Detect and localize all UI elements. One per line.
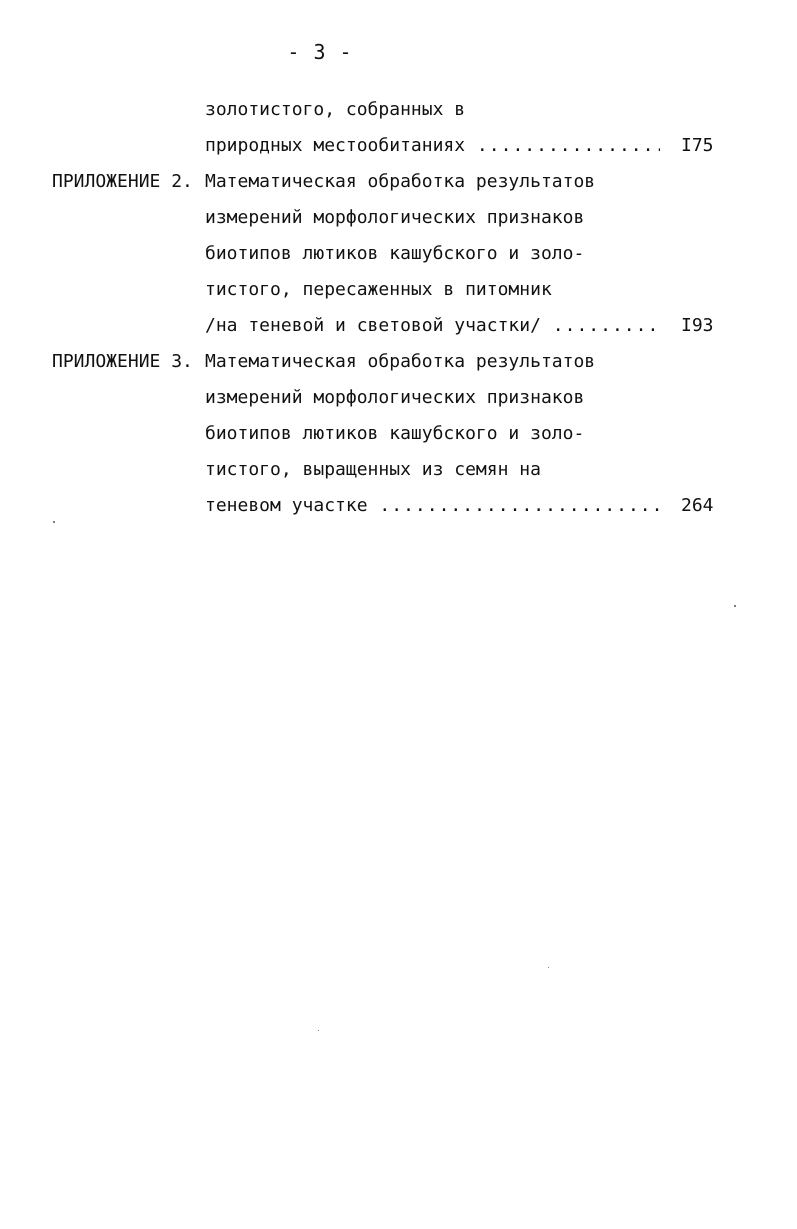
entry-text: тистого, пересаженных в питомник bbox=[205, 279, 552, 300]
toc-line bbox=[0, 272, 797, 308]
entry-text: биотипов лютиков кашубского и золо- bbox=[205, 243, 585, 264]
entry-text: биотипов лютиков кашубского и золо- bbox=[205, 423, 585, 444]
page-reference: I93 bbox=[681, 315, 714, 336]
entry-text: измерений морфологических признаков bbox=[205, 207, 585, 228]
scan-speck bbox=[548, 967, 549, 968]
toc-line bbox=[0, 308, 797, 344]
toc-line bbox=[0, 344, 797, 380]
entry-text: природных местообитаниях ..... bbox=[205, 128, 660, 164]
toc-line bbox=[0, 488, 797, 524]
entry-text: теневом участке ..... bbox=[205, 488, 660, 524]
entry-text: тистого, выращенных из семян на bbox=[205, 459, 541, 480]
table-of-contents bbox=[0, 92, 797, 524]
toc-line bbox=[0, 452, 797, 488]
toc-line bbox=[0, 416, 797, 452]
appendix-label: ПРИЛОЖЕНИЕ 3. bbox=[52, 351, 193, 372]
page-reference: I75 bbox=[681, 135, 714, 156]
toc-line bbox=[0, 236, 797, 272]
entry-text: Математическая обработка результатов bbox=[205, 171, 596, 192]
page-number: - 3 - bbox=[287, 40, 353, 64]
scan-speck bbox=[53, 521, 55, 523]
toc-line bbox=[0, 200, 797, 236]
entry-text: /на теневой и световой участки/ ..... bbox=[205, 308, 660, 344]
scan-speck bbox=[318, 1030, 319, 1031]
scan-speck bbox=[734, 605, 736, 607]
toc-line bbox=[0, 164, 797, 200]
entry-text: измерений морфологических признаков bbox=[205, 387, 585, 408]
page-reference: 264 bbox=[681, 495, 714, 516]
toc-line bbox=[0, 380, 797, 416]
entry-text: Математическая обработка результатов bbox=[205, 351, 596, 372]
toc-line bbox=[0, 128, 797, 164]
toc-line bbox=[0, 92, 797, 128]
entry-text: золотистого, собранных в bbox=[205, 99, 466, 120]
appendix-label: ПРИЛОЖЕНИЕ 2. bbox=[52, 171, 193, 192]
